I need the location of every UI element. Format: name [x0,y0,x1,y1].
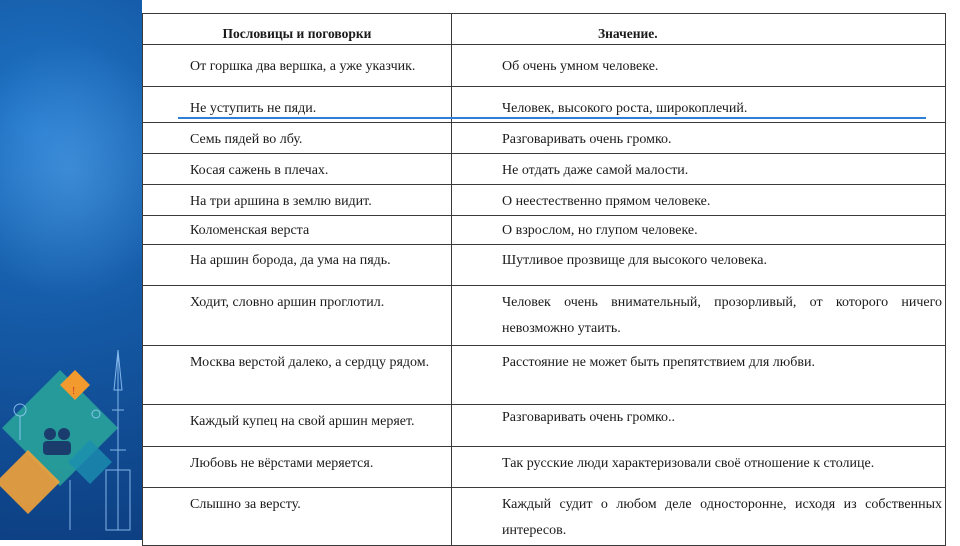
table-row [143,447,946,488]
meaning-cell: Не отдать даже самой малости. [502,163,689,178]
proverb-cell: От горшка два вершка, а уже указчик. [190,59,416,74]
table-row [143,488,946,546]
decorative-side-panel [0,0,142,540]
table-header-row [143,14,946,45]
decorative-illustration [0,330,142,540]
proverb-cell: Коломенская верста [190,223,310,238]
meaning-cell: Разговаривать очень громко.. [502,410,676,425]
header-proverbs: Пословицы и поговорки [143,14,452,45]
meaning-cell: Так русские люди характеризовали своё отношение к столице. [502,456,875,471]
table-row [143,216,946,245]
table-row [143,45,946,87]
table-row [143,123,946,154]
proverb-cell: Ходит, словно аршин проглотил. [190,295,385,310]
table-row [143,405,946,447]
proverbs-table [142,13,946,546]
meaning-cell: О взрослом, но глупом человеке. [502,223,698,238]
meaning-cell: Разговаривать очень громко. [502,132,672,147]
proverb-cell: Любовь не вёрстами меряется. [190,456,374,471]
proverb-cell: Не уступить не пяди. [190,101,317,116]
table-row [143,154,946,185]
meaning-cell: Человек, высокого роста, широкоплечий. [502,101,748,116]
table-row [143,185,946,216]
meaning-cell: О неестественно прямом человеке. [502,194,711,209]
svg-text:!: ! [72,386,76,397]
proverb-cell: Москва верстой далеко, а сердцу рядом. [190,355,430,370]
proverb-cell: На три аршина в землю видит. [190,194,372,209]
table-row [143,286,946,346]
meaning-cell: Расстояние не может быть препятствием для любви. [502,355,815,370]
proverb-cell: Слышно за версту. [190,497,301,512]
header-meaning: Значение. [452,14,946,45]
table-row [143,346,946,405]
proverb-cell: Косая сажень в плечах. [190,163,329,178]
proverb-cell: На аршин борода, да ума на пядь. [190,253,391,268]
table-row [143,245,946,286]
meaning-cell: Об очень умном человеке. [502,59,659,74]
meaning-cell: Шутливое прозвище для высокого человека. [502,253,767,268]
highlight-line [178,117,926,119]
meaning-cell: Каждый судит о любом деле односторонне, исходя из собственных интересов. [502,497,942,538]
proverb-cell: Семь пядей во лбу. [190,132,303,147]
proverb-cell: Каждый купец на свой аршин меряет. [190,414,415,429]
proverbs-table-container [142,13,945,546]
meaning-cell: Человек очень внимательный, прозорливый, от которого ничего невозможно утаить. [502,295,942,336]
